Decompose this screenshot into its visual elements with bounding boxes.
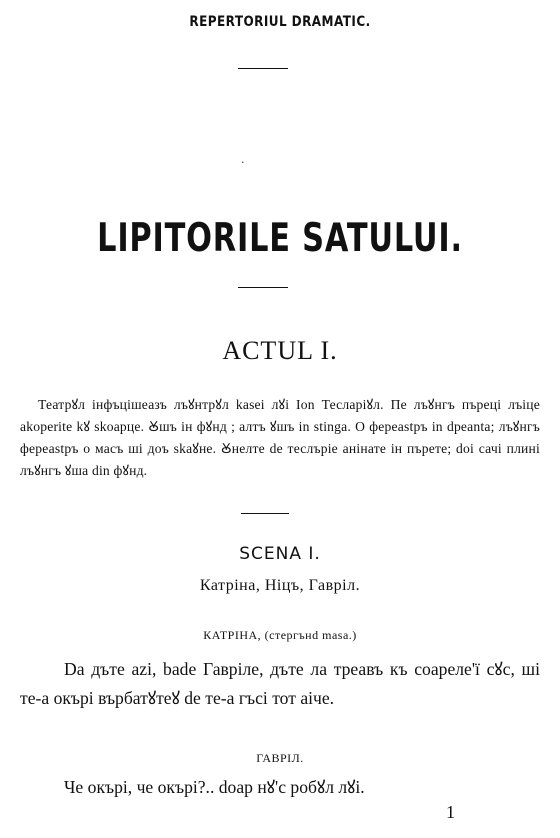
act-heading: ACTUL I. [222, 336, 338, 365]
printer-mark: · [241, 156, 245, 169]
stage-direction: Театрꙋл інфъцішеазъ лъꙋнтрꙋл kasei лꙋі Ion Тесларіꙋл. Пе лъꙋнгъ пъреці лъіце akoperite kꙋ skoарце. Ꙋшъ ін фꙋнд ; алтъ ꙋшъ in stinga. О ферeastръ in dpeanta; лъꙋнгъ фереаstръ о масъ ші доъ skаꙋне. Ꙋнелте de теслърie анінате ін пърете; doi сачі плині лъꙋнгъ ꙋша din фꙋнд. [20, 397, 540, 478]
dialogue-line: Че окърі, че окърі?.. doap нꙋ'с робꙋл лꙋі. [64, 777, 365, 797]
page-number: 1 [446, 802, 455, 822]
speaker-label: КАТРІНА, (стергънd masa.) [203, 628, 357, 642]
header-divider [238, 68, 288, 69]
dialogue-line: Da дъте azi, bade Гавріле, дъте ла треавъ къ соареле'ї сꙋс, ші те-а окърі върбатꙋтеꙋ de те-а гъсі тот аіче. [20, 659, 540, 708]
play-title: LIPITORILE SATULUI. [97, 216, 463, 261]
running-head: REPERTORIUL DRAMATIC. [189, 14, 371, 30]
scene-heading: SCENA I. [239, 544, 321, 564]
act-divider [241, 513, 289, 514]
scene-characters: Катріна, Ніцъ, Гавріл. [199, 577, 361, 594]
title-divider [238, 287, 288, 288]
speaker-label: ГАВРІЛ. [256, 751, 304, 765]
